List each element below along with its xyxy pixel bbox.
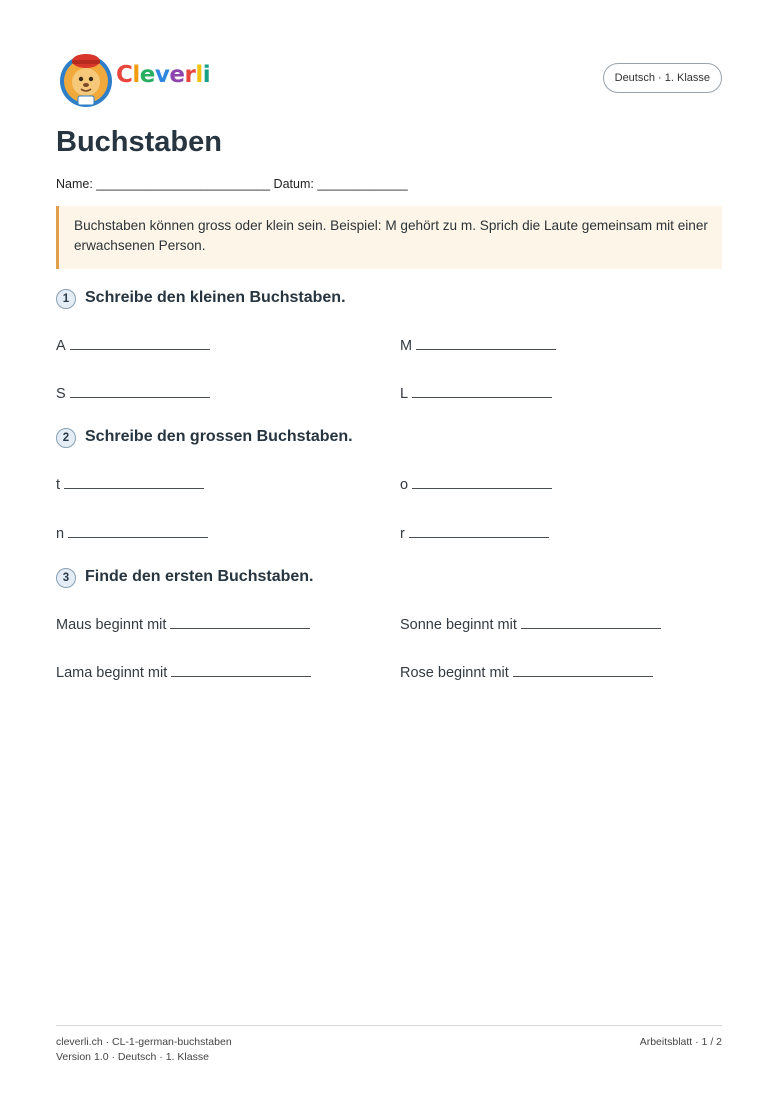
page-title: Buchstaben [56, 126, 222, 158]
exercise-item[interactable] [400, 475, 552, 494]
instruction-note: Buchstaben können gross oder klein sein. Beispiel: M gehört zu m. Sprich die Laute gemeinsam mit einer erwachsenen Person. [56, 206, 722, 269]
exercise-item[interactable] [56, 475, 204, 494]
item-prompt: Rose beginnt mit [400, 665, 509, 681]
footer-divider [56, 1025, 722, 1026]
exercise-item[interactable] [400, 615, 661, 634]
answer-line[interactable] [64, 475, 204, 489]
logo-letter: l [195, 62, 203, 88]
footer-page-number: Arbeitsblatt · 1 / 2 [639, 1036, 722, 1048]
item-prompt: L [400, 386, 409, 402]
exercise-item[interactable] [400, 663, 653, 682]
exercise-item[interactable] [56, 336, 210, 355]
subject-grade-badge: Deutsch · 1. Klasse [603, 63, 722, 93]
worksheet-page [56, 0, 722, 1100]
logo-letter: i [202, 62, 211, 88]
footer-version: Version 1.0 · Deutsch · 1. Klasse [56, 1051, 209, 1063]
exercise-item[interactable] [400, 384, 552, 403]
exercise-item[interactable] [56, 524, 208, 543]
exercise-item[interactable] [56, 615, 310, 634]
item-prompt: o [400, 477, 409, 493]
answer-line[interactable] [170, 615, 310, 629]
item-prompt: t [56, 477, 61, 493]
section-number-badge: 3 [56, 568, 76, 588]
answer-line[interactable] [70, 336, 210, 350]
item-prompt: n [56, 526, 65, 542]
answer-line[interactable] [409, 524, 549, 538]
logo-wordmark [116, 60, 210, 90]
lion-mascot-icon [56, 46, 116, 110]
logo-letter: e [139, 62, 155, 88]
exercise-item[interactable] [400, 524, 549, 543]
exercise-item[interactable] [400, 336, 556, 355]
answer-line[interactable] [68, 524, 208, 538]
section-title: Finde den ersten Buchstaben. [85, 568, 314, 585]
answer-line[interactable] [70, 384, 210, 398]
logo-letter: C [116, 62, 133, 88]
answer-line[interactable] [171, 663, 311, 677]
cleverli-logo[interactable] [56, 46, 211, 110]
answer-line[interactable] [416, 336, 556, 350]
section-title: Schreibe den grossen Buchstaben. [85, 428, 353, 445]
item-prompt: S [56, 386, 66, 402]
exercise-item[interactable] [56, 384, 210, 403]
logo-letter: l [132, 62, 140, 88]
item-prompt: r [400, 526, 405, 542]
logo-letter: r [184, 62, 196, 88]
item-prompt: Sonne beginnt mit [400, 617, 517, 633]
logo-letter: e [169, 62, 185, 88]
section-number-badge: 1 [56, 289, 76, 309]
section-number-badge: 2 [56, 428, 76, 448]
footer-info [56, 1035, 232, 1065]
answer-line[interactable] [521, 615, 661, 629]
item-prompt: Maus beginnt mit [56, 617, 167, 633]
section-title: Schreibe den kleinen Buchstaben. [85, 289, 346, 306]
name-date-line: Name: _________________________ Datum: _____________ [56, 177, 408, 191]
item-prompt: M [400, 338, 413, 354]
logo-letter: v [154, 62, 170, 88]
answer-line[interactable] [513, 663, 653, 677]
answer-line[interactable] [412, 384, 552, 398]
exercise-item[interactable] [56, 663, 311, 682]
footer-source: cleverli.ch · CL-1-german-buchstaben [56, 1036, 232, 1048]
item-prompt: Lama beginnt mit [56, 665, 168, 681]
answer-line[interactable] [412, 475, 552, 489]
item-prompt: A [56, 338, 66, 354]
